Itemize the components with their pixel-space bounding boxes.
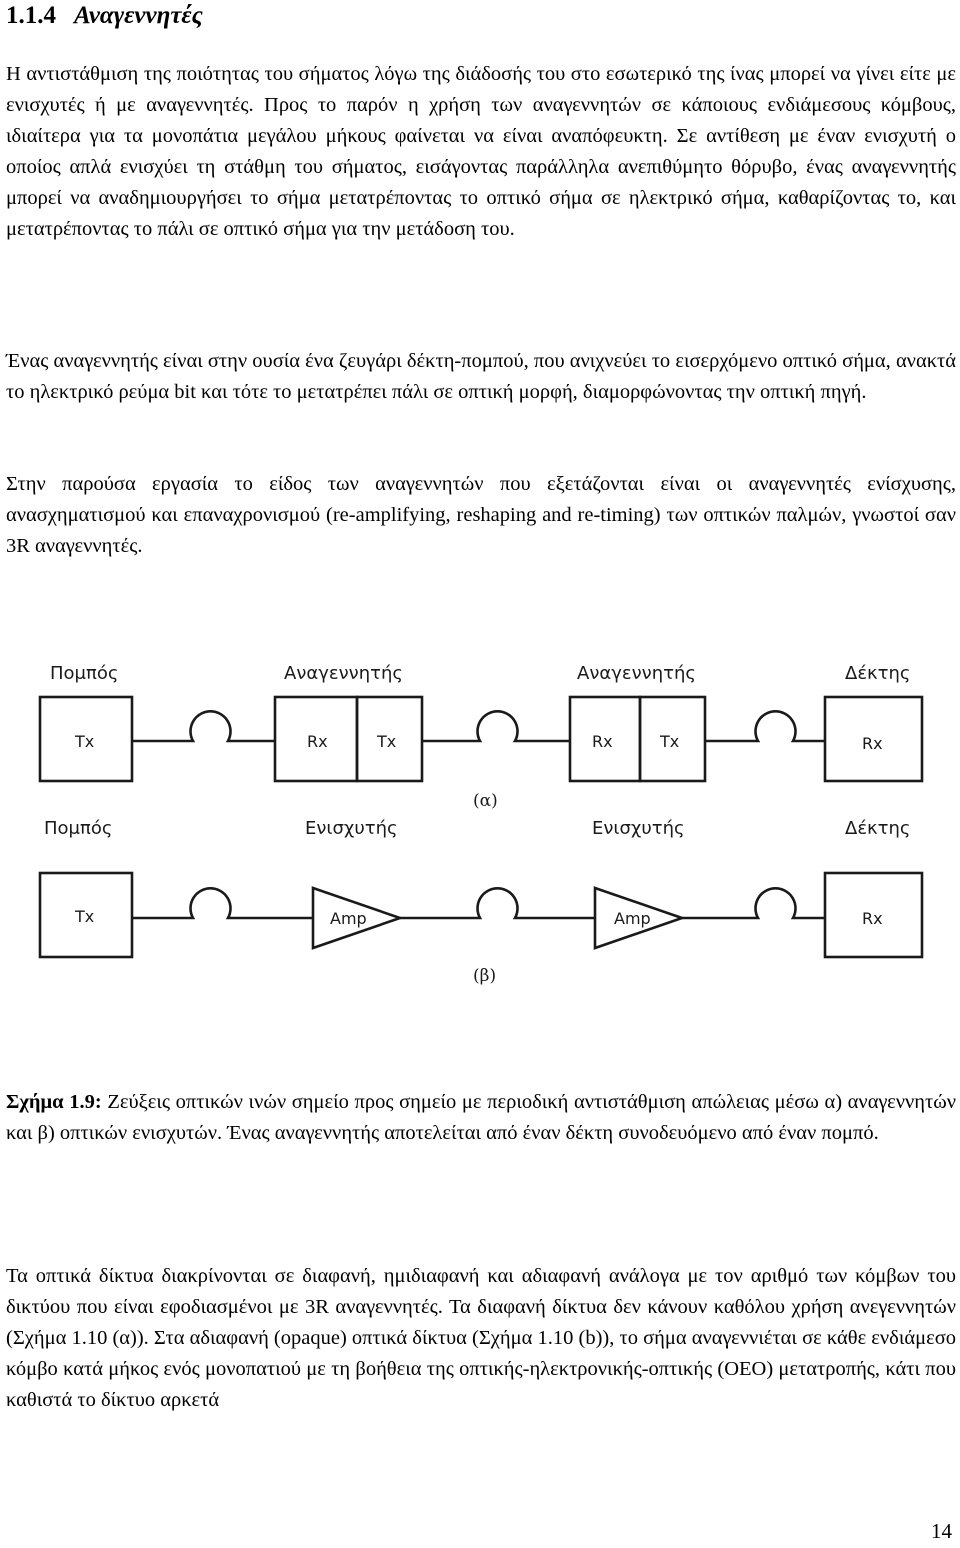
fiber-span [132, 888, 313, 918]
section-heading [6, 0, 203, 32]
subfigure-a-label: (α) [473, 791, 498, 811]
fiber-span [705, 711, 825, 741]
receiver-label: Δέκτης [845, 818, 911, 839]
figure-a-diagram [40, 697, 922, 781]
rx-box-label: Rx [862, 734, 883, 753]
amplifier-label: Ενισχυτής [592, 818, 685, 839]
section-title: Αναγεννητές [74, 2, 203, 29]
paragraph-network-types: Τα οπτικά δίκτυα διακρίνονται σε διαφανή, ημιδιαφανή και αδιαφανή ανάλογα με τον αριθμό των κόμβων του δικτύου που είναι εφοδιασμένοι με 3R αναγεννητές. Τα διαφανή δίκτυα δεν κάνουν καθόλου χρήση ανεγεννητών (Σχήμα 1.10 (α)). Στα αδιαφανή (opaque) οπτικά δίκτυα (Σχήμα 1.10 (b)), το σήμα αναγεννιέται σε κάθε ενδιάμεσο κόμβο κατά μήκος ενός μονοπατιού με τη βοήθεια της οπτικής-ηλεκτρονικής-οπτικής (OEO) μετατροπής, κάτι που καθιστά το δίκτυο αρκετά [6, 1265, 956, 1411]
figure-b-diagram [40, 873, 922, 957]
figure-caption-text: Ζεύξεις οπτικών ινών σημείο προς σημείο με περιοδική αντιστάθμιση απώλειας μέσω α) αναγεννητών και β) οπτικών ενισχυτών. Ένας αναγεννητής αποτελείται από έναν δέκτη συνοδευόμενο από έναν πομπό. [6, 1091, 957, 1144]
figure-regenerators-amplifiers [0, 640, 960, 990]
regenerator-label: Αναγεννητής [284, 663, 403, 684]
receiver-label: Δέκτης [845, 663, 911, 684]
paragraph-regenerator-definition: Ένας αναγεννητής είναι στην ουσία ένα ζευγάρι δέκτη-πομπού, που ανιχνεύει το εισερχόμενο οπτικό σήμα, ανακτά το ηλεκτρικό ρεύμα bit και τότε το μετατρέπει πάλι σε οπτική μορφή, διαμορφώνοντας την οπτική πηγή. [6, 350, 956, 403]
paragraph-regenerator-intro: Η αντιστάθμιση της ποιότητας του σήματος λόγω της διάδοσής του στο εσωτερικό της ίνας μπορεί να γίνει είτε με ενισχυτές ή με αναγεννητές. Προς το παρόν η χρήση των αναγεννητών σε κάποιους ενδιάμεσους κόμβους, ιδιαίτερα για τα μονοπάτια μεγάλου μήκους φαίνεται να είναι αναπόφευκτη. Σε αντίθεση με έναν ενισχυτή ο οποίος απλά ενισχύει τη στάθμη του σήματος, εισάγοντας παράλληλα ανεπιθύμητο θόρυβο, ένας αναγεννητής μπορεί να αναδημιουργήσει το σήμα μετατρέποντας το οπτικό σήμα σε ηλεκτρικό σήμα, καθαρίζοντας το, και μετατρέποντας το πάλι σε οπτικό σήμα για την μετάδοση του. [6, 63, 956, 240]
transmitter-label: Πομπός [50, 663, 119, 684]
amplifier-label: Ενισχυτής [305, 818, 398, 839]
transmitter-label: Πομπός [44, 818, 113, 839]
page-number: 14 [931, 1519, 952, 1543]
subfigure-b-label: (β) [473, 966, 497, 986]
fiber-span [400, 888, 595, 918]
regenerator-label: Αναγεννητής [577, 663, 696, 684]
figure-caption [6, 1087, 956, 1149]
figure-caption-label: Σχήμα 1.9: [6, 1091, 102, 1113]
fiber-span [422, 711, 570, 741]
fiber-span [682, 888, 825, 918]
amp-label: Amp [614, 909, 651, 928]
rx-box-label: Rx [862, 909, 883, 928]
tx-box-label: Tx [377, 732, 397, 751]
section-number: 1.1.4 [6, 2, 56, 29]
rx-box-label: Rx [307, 732, 328, 751]
amp-label: Amp [330, 909, 367, 928]
paragraph-3r-regenerators: Στην παρούσα εργασία το είδος των αναγεννητών που εξετάζονται είναι οι αναγεννητές ενίσχυσης, ανασχηματισμού και επαναχρονισμού (re-amplifying, reshaping and re-timing) των οπτικών παλμών, γνωστοί σαν 3R αναγεννητές. [6, 473, 956, 557]
tx-box-label: Tx [75, 907, 95, 926]
tx-box-label: Tx [75, 732, 95, 751]
fiber-span [132, 711, 275, 741]
rx-box-label: Rx [592, 732, 613, 751]
tx-box-label: Tx [660, 732, 680, 751]
